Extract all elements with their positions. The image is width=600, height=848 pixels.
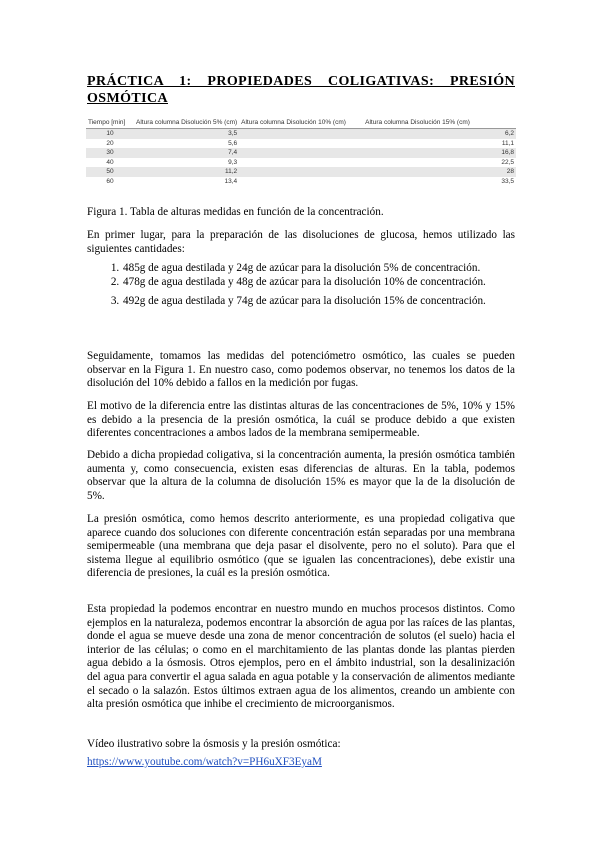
col-header-5: Altura columna Disolución 5% (cm) (134, 117, 239, 129)
video-link[interactable]: https://www.youtube.com/watch?v=PH6uXF3EyaM (87, 756, 322, 768)
table-cell: 16,8 (363, 148, 516, 158)
quantities-list (87, 262, 550, 309)
table-cell (239, 177, 363, 187)
list-item: 2. 478g de agua destilada y 48g de azúcar para la disolución 10% de concentración. (122, 276, 550, 290)
table-cell: 22,5 (501, 158, 514, 166)
table-cell: 10 (86, 129, 134, 139)
table-row (86, 148, 516, 158)
table-cell: 30 (86, 148, 134, 158)
title-line-1: PRÁCTICA 1: PROPIEDADES COLIGATIVAS: PRESIÓN (87, 74, 515, 89)
page-title (87, 73, 515, 107)
paragraph-difference-reason: El motivo de la diferencia entre las distintas alturas de las concentraciones de 5%, 10% y 15% es debido a la presencia de la presión osmótica, la cuál se produce debido a que existen diferentes concentraciones a ambos lados de la membrana semipermeable. (87, 400, 515, 440)
paragraph-osmotic-pressure: La presión osmótica, como hemos descrito anteriormente, es una propiedad coligativa que aparece cuando dos soluciones con diferente concentración están separadas por una membrana semipermeable (una membrana que deja pasar el disolvente, pero no el soluto). Para que el sistema llegue al equilibrio osmótico (que se igualen las concentraciones), debe existir una diferencia de presiones, la cuál es la presión osmótica. (87, 513, 515, 580)
table-cell: 50 (86, 167, 134, 177)
col-header-time: Tiempo [min] (86, 117, 134, 129)
paragraph-examples: Esta propiedad la podemos encontrar en nuestro mundo en muchos procesos distintos. Como ejemplos en la naturaleza, podemos encontrar la absorción de agua por las raíces de las plantas, donde el agua se mueve desde una zona de menor concentración de solutos (el suelo) hacia el interior de las células; o como en el marchitamiento de las plantas donde las plantas pierden agua debido a la ósmosis. Otros ejemplos, pero en el ámbito industrial, son la desalinización del agua para convertir el agua salada en agua potable y la conservación de alimentos mediante el secado o la salazón. Estos últimos extraen agua de los alimentos, creando un ambiente con alta presión osmótica que inhibe el crecimiento de microorganismos. (87, 603, 515, 711)
table-row (86, 139, 516, 149)
col-header-10: Altura columna Disolución 10% (cm) (239, 117, 363, 129)
col-header-15: Altura columna Disolución 15% (cm) (363, 117, 516, 129)
figure-caption: Figura 1. Tabla de alturas medidas en función de la concentración. (87, 206, 384, 218)
table-cell: 3,5 (134, 129, 239, 139)
table-cell: 5,6 (228, 139, 238, 147)
table-row (86, 129, 516, 139)
table-row (86, 158, 516, 168)
table-cell (239, 158, 363, 168)
list-item: 1. 485g de agua destilada y 24g de azúcar para la disolución 5% de concentración. (122, 262, 550, 276)
table-cell: 7,4 (134, 148, 239, 158)
paragraph-intro: En primer lugar, para la preparación de las disoluciones de glucosa, hemos utilizado las siguientes cantidades: (87, 229, 515, 255)
table-cell: 20 (106, 139, 114, 147)
list-item: 3. 492g de agua destilada y 74g de azúcar para la disolución 15% de concentración. (122, 295, 550, 309)
table-cell: 11,2 (134, 167, 239, 177)
video-label: Vídeo ilustrativo sobre la ósmosis y la presión osmótica: (87, 738, 341, 750)
table-cell: 13,4 (224, 177, 238, 185)
table-cell: 9,3 (228, 158, 238, 166)
table-cell (239, 167, 363, 177)
table-cell: 28 (363, 167, 516, 177)
table-cell: 60 (106, 177, 114, 185)
table-cell (239, 129, 363, 139)
table-cell: 6,2 (363, 129, 516, 139)
paragraph-colligative: Debido a dicha propiedad coligativa, si la concentración aumenta, la presión osmótica también aumenta y, como consecuencia, existen esas diferencias de alturas. En la tabla, podemos observar que la altura de la columna de disolución 15% es mayor que la de la disolución de 5%. (87, 449, 515, 502)
paragraph-measurements: Seguidamente, tomamos las medidas del potenciómetro osmótico, las cuales se pueden observar en la Figura 1. En nuestro caso, como podemos observar, no tenemos los datos de la disolución del 10% debido a fallos en la medición por fugas. (87, 350, 515, 390)
table-header-row (86, 117, 516, 129)
table-row (86, 177, 516, 187)
title-line-2: OSMÓTICA (87, 91, 168, 106)
table-cell: 40 (106, 158, 114, 166)
heights-table (86, 117, 516, 186)
table-row (86, 167, 516, 177)
table-cell (239, 139, 363, 149)
table-cell: 33,5 (501, 177, 514, 185)
table-cell: 11,1 (501, 139, 514, 147)
table-cell (239, 148, 363, 158)
